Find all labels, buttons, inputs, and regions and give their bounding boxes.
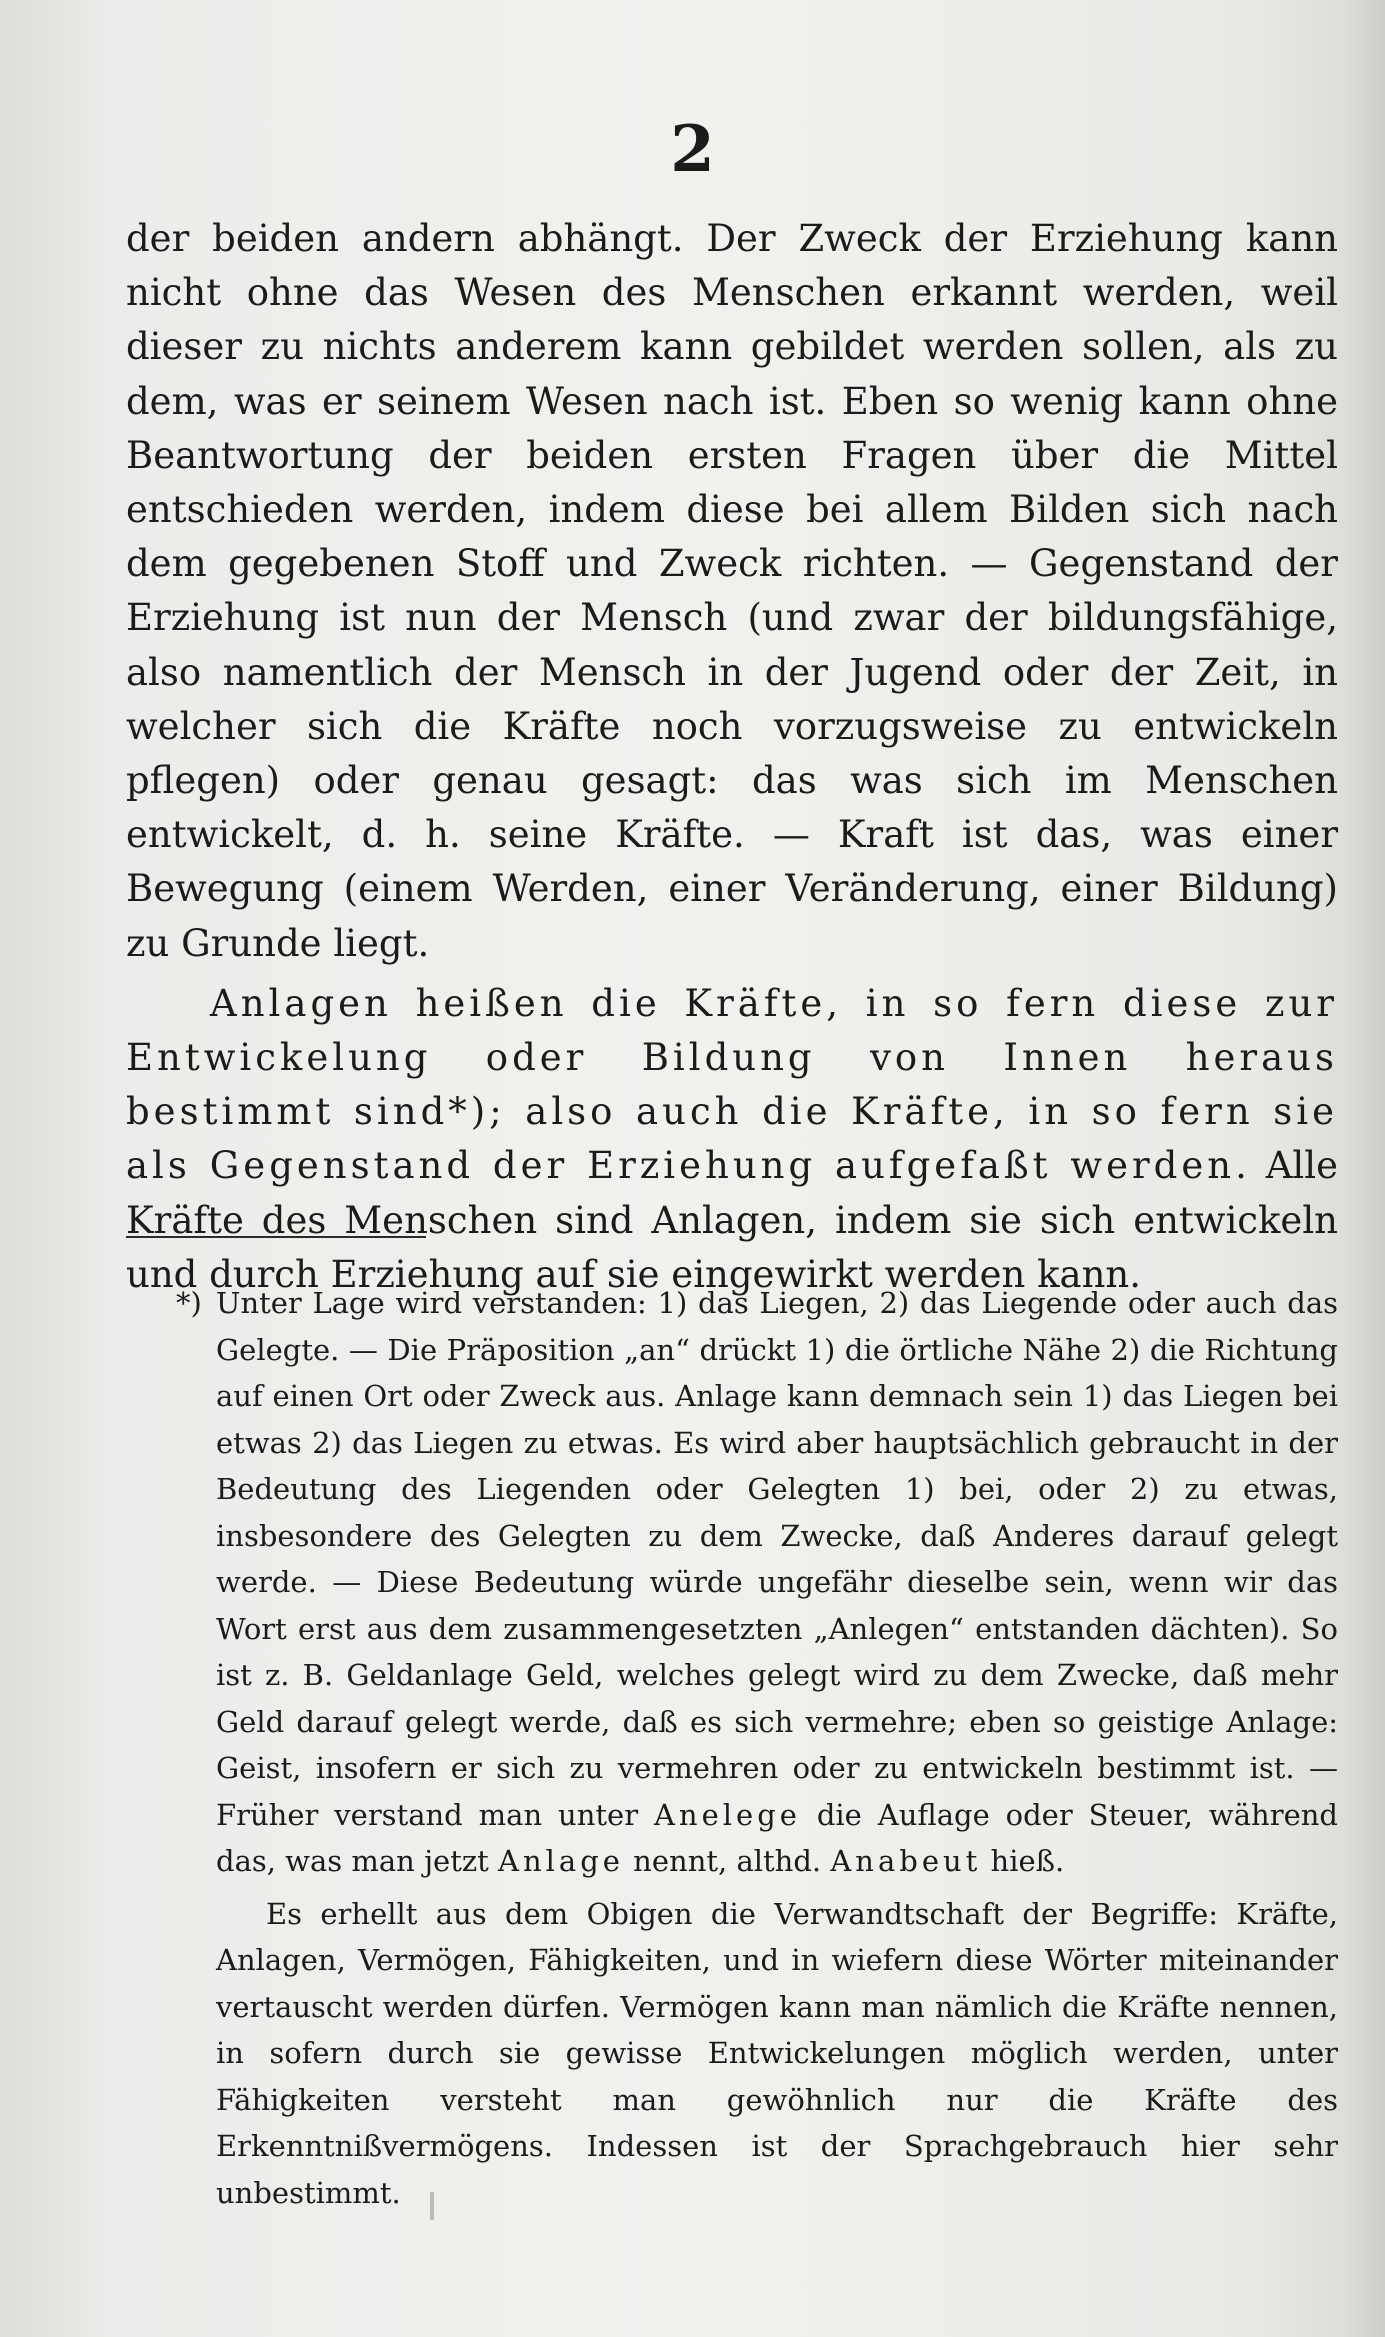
footnote-paragraph-1 bbox=[126, 1280, 1338, 1885]
footnote-term-anabeut: Anabeut bbox=[830, 1844, 982, 1878]
footnote-divider bbox=[126, 1236, 426, 1238]
footnote-text-a: Unter Lage wird verstanden: 1) das Liegen, 2) das Liegende oder auch das Gelegte. — Die Präposition „an“ drückt 1) die örtliche Nähe 2) die Richtung auf einen Ort oder Zweck aus. Anlage kann demnach sein 1) das Liegen bei etwas 2) das Liegen zu etwas. Es wird aber hauptsächlich gebraucht in der Bedeutung des Liegenden oder Gelegten 1) bei, oder 2) zu etwas, insbesondere des Gelegten zu dem Zwecke, daß Anderes darauf gelegt werde. — Diese Bedeutung würde ungefähr dieselbe sein, wenn wir das Wort erst aus dem zusammengesetzten „Anlegen“ entstanden dächten). So ist z. B. Geldanlage Geld, welches gelegt wird zu dem Zwecke, daß mehr Geld darauf gelegt werde, daß es sich vermehre; eben so geistige Anlage: Geist, insofern er sich zu vermehren oder zu entwickeln bestimmt ist. — Früher verstand man unter bbox=[216, 1286, 1338, 1832]
footnote-mark: *) bbox=[176, 1286, 202, 1320]
print-mark bbox=[430, 2192, 434, 2220]
footnote bbox=[126, 1280, 1338, 2216]
page-edge-shadow bbox=[1345, 0, 1385, 2337]
footnote-term-anlage: Anlage bbox=[498, 1844, 624, 1878]
paragraph-1: der beiden andern abhängt. Der Zweck der Erziehung kann nicht ohne das Wesen des Menschen erkannt werden, weil dieser zu nichts anderem kann gebildet werden sollen, als zu dem, was er seinem Wesen nach ist. Eben so wenig kann ohne Beantwortung der beiden ersten Fragen über die Mittel entschieden werden, indem diese bei allem Bilden sich nach dem gegebenen Stoff und Zweck richten. — Gegenstand der Erziehung ist nun der Mensch (und zwar der bildungsfähige, also namentlich der Mensch in der Jugend oder der Zeit, in welcher sich die Kräfte noch vorzugsweise zu entwickeln pflegen) oder genau gesagt: das was sich im Menschen entwickelt, d. h. seine Kräfte. — Kraft ist das, was einer Bewegung (einem Werden, einer Veränderung, einer Bildung) zu Grunde liegt. bbox=[126, 217, 1338, 965]
paragraph-2 bbox=[126, 977, 1338, 1302]
paragraph-2-spaced-definition: Anlagen heißen die Kräfte, in so fern diese zur Entwickelung oder Bildung von Innen heraus bestimmt sind*); also auch die Kräfte, in so fern sie als Gegenstand der Erziehung aufgefaßt werden. bbox=[126, 981, 1338, 1188]
main-text bbox=[126, 212, 1338, 1302]
paragraph-2-rest: Alle Kräfte des Menschen sind Anlagen, indem sie sich entwickeln und durch Erziehung auf sie eingewirkt werden kann. bbox=[126, 1144, 1339, 1296]
footnote-term-anelege: Anelege bbox=[653, 1797, 801, 1832]
footnote-paragraph-2: Es erhellt aus dem Obigen die Verwandtschaft der Begriffe: Kräfte, Anlagen, Vermögen, Fähigkeiten, und in wiefern diese Wörter miteinander vertauscht werden dürfen. Vermögen kann man nämlich die Kräfte nennen, in sofern durch sie gewisse Entwickelungen möglich werden, unter Fähigkeiten versteht man gewöhnlich nur die Kräfte des Erkenntnißvermögens. Indessen ist der Sprachgebrauch hier sehr unbestimmt. bbox=[216, 1896, 1338, 2210]
page-number: 2 bbox=[670, 112, 715, 187]
footnote-text-d: hieß. bbox=[981, 1844, 1065, 1878]
footnote-text-c: nennt, althd. bbox=[623, 1844, 831, 1878]
footnote-text-b: die Auflage oder Steuer, während das, was man jetzt bbox=[216, 1797, 1338, 1878]
